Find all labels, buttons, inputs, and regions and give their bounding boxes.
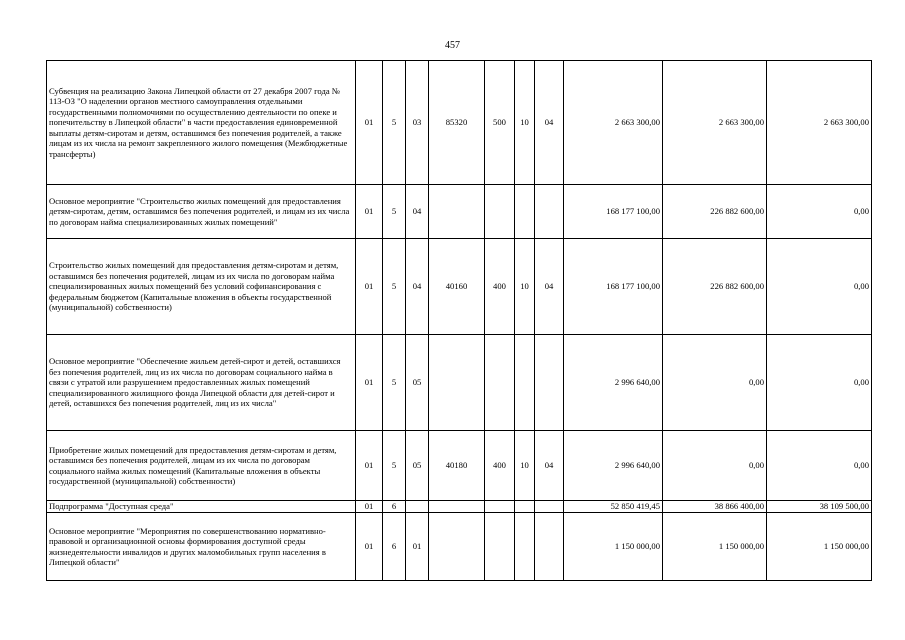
code-cell: [429, 335, 485, 431]
code-cell: 01: [356, 61, 383, 185]
code-cell: 04: [535, 239, 564, 335]
code-cell: 04: [535, 61, 564, 185]
table-row: [47, 239, 872, 335]
amount-cell: 38 109 500,00: [767, 501, 872, 513]
code-cell: [515, 513, 535, 581]
code-cell: 01: [406, 513, 429, 581]
code-cell: [406, 501, 429, 513]
code-cell: 03: [406, 61, 429, 185]
table-row: [47, 501, 872, 513]
amount-cell: 38 866 400,00: [663, 501, 767, 513]
amount-cell: 1 150 000,00: [767, 513, 872, 581]
code-cell: 400: [485, 431, 515, 501]
code-cell: [535, 501, 564, 513]
table-row: [47, 513, 872, 581]
code-cell: 400: [485, 239, 515, 335]
amount-cell: 168 177 100,00: [564, 185, 663, 239]
row-description: Основное мероприятие "Мероприятия по совершенствованию нормативно-правовой и организационной основы формирования доступной среды жизнедеятельности инвалидов и других маломобильных групп населения в Липецкой области": [47, 513, 356, 581]
code-cell: 01: [356, 185, 383, 239]
amount-cell: 0,00: [663, 335, 767, 431]
code-cell: 6: [383, 501, 406, 513]
table-row: [47, 335, 872, 431]
code-cell: 04: [535, 431, 564, 501]
code-cell: 01: [356, 239, 383, 335]
table-row: [47, 185, 872, 239]
amount-cell: 2 996 640,00: [564, 335, 663, 431]
budget-table: [46, 60, 872, 581]
code-cell: [535, 513, 564, 581]
code-cell: 01: [356, 513, 383, 581]
amount-cell: 2 996 640,00: [564, 431, 663, 501]
amount-cell: 1 150 000,00: [663, 513, 767, 581]
amount-cell: 52 850 419,45: [564, 501, 663, 513]
code-cell: 5: [383, 239, 406, 335]
code-cell: [485, 501, 515, 513]
code-cell: [515, 335, 535, 431]
row-description: Основное мероприятие "Обеспечение жильем детей-сирот и детей, оставшихся без попечения родителей, лиц из их числа по договорам социального найма в связи с утратой или разрушением предоставленных жилых помещений специализированного жилищного фонда Липецкой области для детей-сирот и детей, оставшихся без попечения родителей, лиц из их числа": [47, 335, 356, 431]
code-cell: 40180: [429, 431, 485, 501]
row-description: Приобретение жилых помещений для предоставления детям-сиротам и детям, оставшимся без попечения родителей, лицам из их числа по договорам социального найма жилых помещений (Капитальные вложения в объекты государственной (муниципальной) собственности): [47, 431, 356, 501]
row-description: Основное мероприятие "Строительство жилых помещений для предоставления детям-сиротам, детям, оставшимся без попечения родителей, и лицам из их числа по договорам найма специализированных жилых помещений": [47, 185, 356, 239]
code-cell: 01: [356, 431, 383, 501]
code-cell: 5: [383, 185, 406, 239]
amount-cell: 0,00: [767, 239, 872, 335]
code-cell: [485, 335, 515, 431]
code-cell: [485, 513, 515, 581]
amount-cell: 2 663 300,00: [564, 61, 663, 185]
page-number: 457: [445, 40, 460, 51]
row-description: Строительство жилых помещений для предоставления детям-сиротам и детям, оставшимся без попечения родителей, лицам из их числа по договорам найма специализированных жилых помещений без условий софинансирования с федеральным бюджетом (Капитальные вложения в объекты государственной (муниципальной) собственности): [47, 239, 356, 335]
code-cell: [429, 185, 485, 239]
amount-cell: 2 663 300,00: [663, 61, 767, 185]
code-cell: 500: [485, 61, 515, 185]
code-cell: 04: [406, 185, 429, 239]
code-cell: [515, 185, 535, 239]
code-cell: [515, 501, 535, 513]
amount-cell: 168 177 100,00: [564, 239, 663, 335]
code-cell: 10: [515, 431, 535, 501]
code-cell: [429, 501, 485, 513]
code-cell: 85320: [429, 61, 485, 185]
code-cell: [535, 335, 564, 431]
amount-cell: 2 663 300,00: [767, 61, 872, 185]
code-cell: 05: [406, 431, 429, 501]
code-cell: [429, 513, 485, 581]
code-cell: [485, 185, 515, 239]
amount-cell: 0,00: [663, 431, 767, 501]
amount-cell: 226 882 600,00: [663, 185, 767, 239]
code-cell: 5: [383, 335, 406, 431]
amount-cell: 0,00: [767, 431, 872, 501]
code-cell: 5: [383, 431, 406, 501]
amount-cell: 0,00: [767, 185, 872, 239]
row-description: Подпрограмма "Доступная среда": [47, 501, 356, 513]
code-cell: 01: [356, 501, 383, 513]
amount-cell: 1 150 000,00: [564, 513, 663, 581]
code-cell: 01: [356, 335, 383, 431]
code-cell: [535, 185, 564, 239]
code-cell: 10: [515, 239, 535, 335]
code-cell: 40160: [429, 239, 485, 335]
amount-cell: 226 882 600,00: [663, 239, 767, 335]
code-cell: 10: [515, 61, 535, 185]
code-cell: 05: [406, 335, 429, 431]
code-cell: 04: [406, 239, 429, 335]
code-cell: 6: [383, 513, 406, 581]
table-row: [47, 61, 872, 185]
row-description: Субвенция на реализацию Закона Липецкой области от 27 декабря 2007 года № 113-ОЗ "О наделении органов местного самоуправления отдельными государственными полномочиями по осуществлению деятельности по опеке и попечительству в Липецкой области" в части предоставления единовременной выплаты детям-сиротам и детям, оставшимся без попечения родителей, а также лицам из их числа на ремонт закрепленного жилого помещения (Межбюджетные трансферты): [47, 61, 356, 185]
code-cell: 5: [383, 61, 406, 185]
table-row: [47, 431, 872, 501]
amount-cell: 0,00: [767, 335, 872, 431]
